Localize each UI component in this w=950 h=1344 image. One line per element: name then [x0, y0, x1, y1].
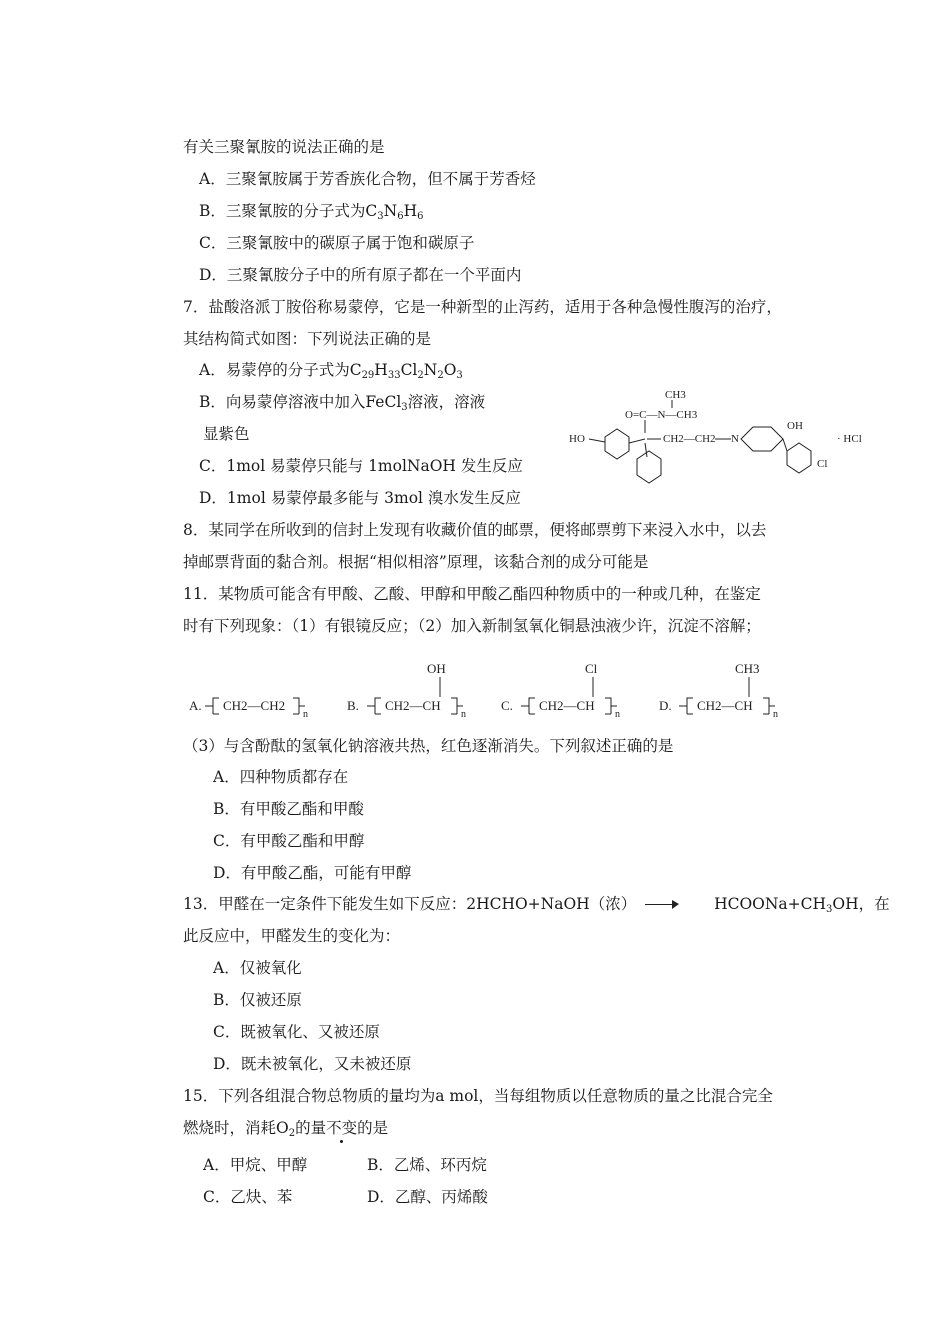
q13-line1: 13．甲醛在一定条件下能发生如下反应：2HCHO+NaOH（浓） $HCOONa+CH_3OH$，在	[183, 895, 890, 915]
q7-option-d: D．1mol 易蒙停最多能与 3mol 溴水发生反应	[199, 489, 521, 507]
q13-option-b: B．仅被还原	[213, 991, 302, 1009]
q15-option-c: C．乙炔、苯	[203, 1188, 293, 1206]
struct-oh: OH	[787, 420, 803, 432]
q11-line3: （3）与含酚酞的氢氧化钠溶液共热，红色逐渐消失。下列叙述正确的是	[183, 737, 674, 755]
q11-option-c: C．有甲酸乙酯和甲醇	[213, 832, 365, 850]
q13-option-c: C．既被氧化、又被还原	[213, 1023, 380, 1041]
q7-option-c: C．1mol 易蒙停只能与 1molNaOH 发生反应	[199, 457, 523, 475]
svg-text:OH: OH	[427, 661, 446, 676]
polymer-c	[501, 661, 620, 720]
q7-option-b-line2: 显紫色	[203, 425, 250, 443]
svg-text:Cl: Cl	[585, 661, 598, 676]
q15-option-a: A．甲烷、甲醇	[203, 1156, 308, 1174]
struct-o-c-n: O=C—N—CH3	[625, 409, 698, 421]
q6-option-c: C．三聚氰胺中的碳原子属于饱和碳原子	[199, 234, 475, 252]
q6-stem: 有关三聚氰胺的说法正确的是	[183, 138, 385, 156]
q11-option-a: A．四种物质都存在	[213, 768, 349, 786]
svg-text:CH3: CH3	[735, 661, 760, 676]
svg-text:B.: B.	[347, 698, 359, 713]
q11-option-d: D．有甲酸乙酯，可能有甲醇	[213, 864, 412, 882]
q15-line1: 15．下列各组混合物总物质的量均为a mol，当每组物质以任意物质的量之比混合完全	[183, 1087, 773, 1105]
q13-option-d: D．既未被氧化，又未被还原	[213, 1055, 412, 1073]
struct-chain: CH2—CH2	[663, 433, 716, 445]
q7-line1: 7．盐酸洛派丁胺俗称易蒙停，它是一种新型的止泻药，适用于各种急慢性腹泻的治疗，	[183, 298, 782, 316]
svg-text:A.: A.	[189, 698, 202, 713]
q15-line2: 燃烧时，消耗$O_2$的量不变的是	[183, 1119, 389, 1139]
q11-line2: 时有下列现象：（1）有银镜反应；（2）加入新制氢氧化铜悬浊液少许，沉淀不溶解；	[183, 617, 761, 635]
polymer-a	[189, 698, 308, 720]
polymer-d	[659, 661, 778, 720]
q8-line1: 8．某同学在所收到的信封上发现有收藏价值的邮票，便将邮票剪下来浸入水中，以去	[183, 521, 767, 539]
svg-text:n: n	[615, 709, 620, 720]
emphasis-text: 不变	[326, 1119, 358, 1137]
struct-ch3-top: CH3	[665, 389, 686, 401]
q6-option-d: D．三聚氰胺分子中的所有原子都在一个平面内	[199, 266, 522, 284]
polymer-options	[185, 655, 795, 730]
svg-text:CH2—CH: CH2—CH	[697, 698, 753, 713]
struct-hcl: · HCl	[837, 433, 862, 445]
polymer-b	[347, 661, 466, 720]
q13-option-a: A．仅被氧化	[213, 959, 302, 977]
reaction-arrow-icon	[645, 900, 679, 910]
q15-option-b: B．乙烯、环丙烷	[367, 1156, 487, 1174]
svg-text:n: n	[773, 709, 778, 720]
q7-line2: 其结构简式如图：下列说法正确的是	[183, 330, 432, 348]
struct-cl: Cl	[817, 458, 828, 470]
svg-text:n: n	[461, 709, 466, 720]
loperamide-structure	[565, 385, 870, 500]
svg-text:n: n	[303, 709, 308, 720]
svg-text:D.: D.	[659, 698, 672, 713]
q11-line1: 11．某物质可能含有甲酸、乙酸、甲醇和甲酸乙酯四种物质中的一种或几种，在鉴定	[183, 585, 761, 603]
q11-option-b: B．有甲酸乙酯和甲酸	[213, 800, 364, 818]
svg-text:CH2—CH: CH2—CH	[539, 698, 595, 713]
svg-text:C.: C.	[501, 698, 513, 713]
q8-line2: 掉邮票背面的黏合剂。根据“相似相溶”原理，该黏合剂的成分可能是	[183, 553, 649, 571]
svg-text:CH2—CH2: CH2—CH2	[223, 698, 286, 713]
struct-n: N	[731, 433, 739, 445]
svg-text:CH2—CH: CH2—CH	[385, 698, 441, 713]
q13-line2: 此反应中，甲醛发生的变化为：	[183, 927, 401, 945]
q7-option-b-line1: B．向易蒙停溶液中加入FeCl$_3$溶液，溶液	[199, 393, 486, 413]
q6-option-b: B．三聚氰胺的分子式为$C_3N_6H_6$	[199, 202, 424, 222]
q15-option-d: D．乙醇、丙烯酸	[367, 1188, 488, 1206]
struct-ho: HO	[569, 433, 585, 445]
q7-option-a: A．易蒙停的分子式为$C_{29}H_{33}Cl_2N_2O_3$	[199, 361, 463, 381]
q6-option-a: A．三聚氰胺属于芳香族化合物，但不属于芳香烃	[199, 170, 536, 188]
